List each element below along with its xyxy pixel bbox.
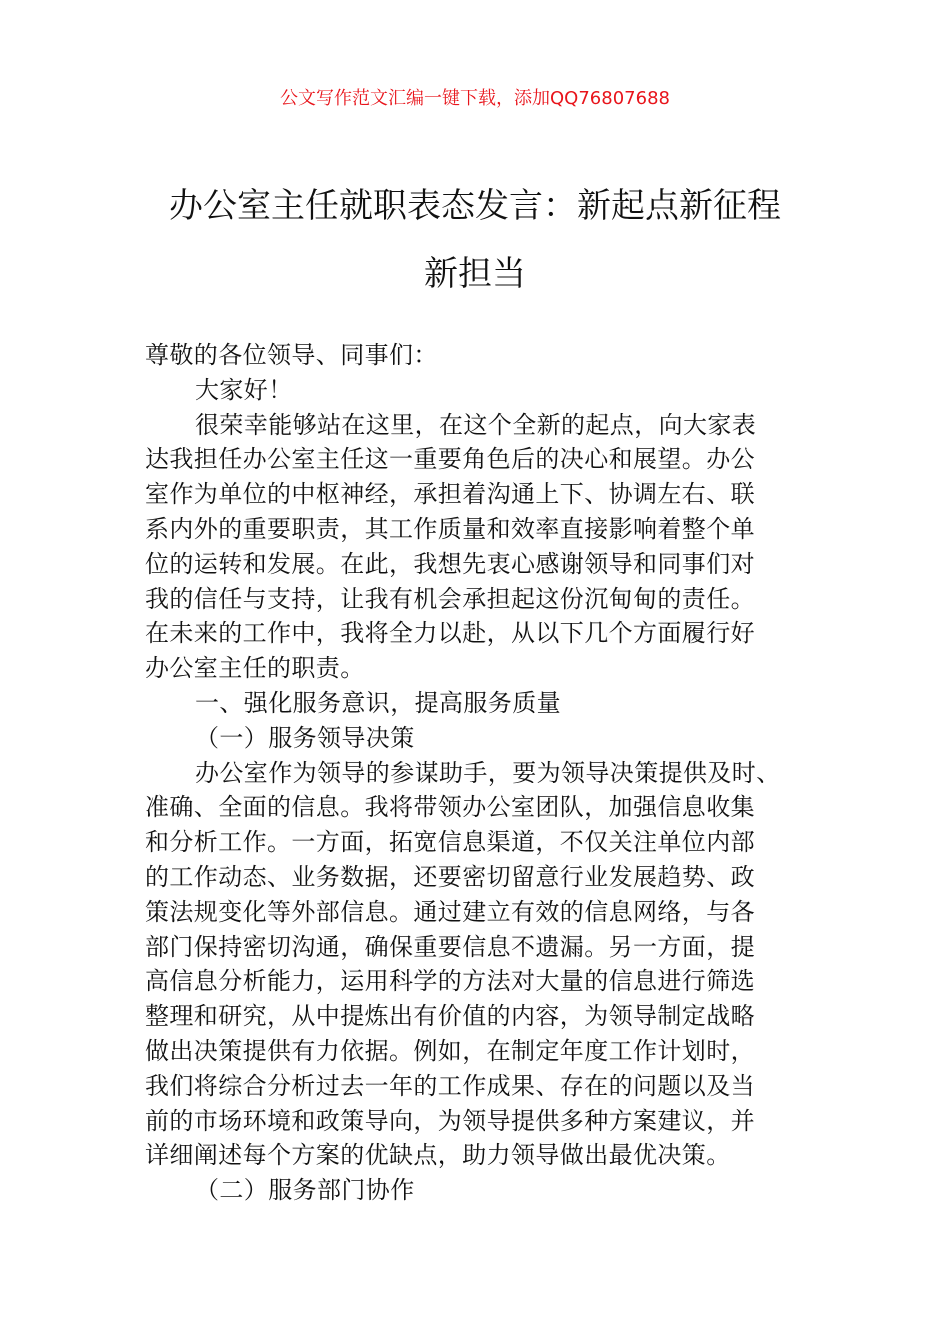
- text-line: 办公室作为领导的参谋助手，要为领导决策提供及时、: [195, 758, 781, 787]
- text-line: 部门保持密切沟通，确保重要信息不遗漏。另一方面，提: [145, 932, 755, 961]
- text-line: 策法规变化等外部信息。通过建立有效的信息网络，与各: [145, 897, 755, 926]
- text-line: 详细阐述每个方案的优缺点，助力领导做出最优决策。: [145, 1141, 731, 1170]
- text-line: 前的市场环境和政策导向，为领导提供多种方案建议，并: [145, 1106, 755, 1135]
- text-line: （一）服务领导决策: [195, 723, 415, 752]
- document-title-line-2: 新担当: [424, 254, 526, 294]
- text-line: 室作为单位的中枢神经，承担着沟通上下、协调左右、联: [145, 480, 755, 509]
- text-line: 准确、全面的信息。我将带领办公室团队，加强信息收集: [145, 793, 755, 822]
- text-line: 一、强化服务意识，提高服务质量: [195, 688, 561, 717]
- document-body: [145, 338, 825, 1208]
- text-line: 系内外的重要职责，其工作质量和效率直接影响着整个单: [145, 514, 755, 543]
- text-line: 办公室主任的职责。: [145, 654, 365, 683]
- text-line: （二）服务部门协作: [195, 1176, 415, 1205]
- text-line: 尊敬的各位领导、同事们：: [145, 341, 438, 369]
- text-line: 位的运转和发展。在此，我想先衷心感谢领导和同事们对: [145, 549, 755, 578]
- text-line: 的工作动态、业务数据，还要密切留意行业发展趋势、政: [145, 862, 755, 891]
- text-line: 在未来的工作中，我将全力以赴，从以下几个方面履行好: [145, 619, 755, 648]
- text-line: 大家好！: [195, 375, 293, 404]
- promo-banner: 公文写作范文汇编一键下载，添加QQ76807688: [280, 88, 670, 109]
- text-line: 整理和研究，从中提炼出有价值的内容，为领导制定战略: [145, 1002, 755, 1031]
- document-title-line-1: 办公室主任就职表态发言：新起点新征程: [169, 186, 781, 226]
- text-line: 我们将综合分析过去一年的工作成果、存在的问题以及当: [145, 1071, 755, 1100]
- text-line: 很荣幸能够站在这里，在这个全新的起点，向大家表: [195, 410, 757, 439]
- text-line: 和分析工作。一方面，拓宽信息渠道，不仅关注单位内部: [145, 828, 755, 857]
- text-line: 达我担任办公室主任这一重要角色后的决心和展望。办公: [145, 445, 755, 474]
- text-line: 高信息分析能力，运用科学的方法对大量的信息进行筛选: [145, 967, 755, 996]
- text-line: 我的信任与支持，让我有机会承担起这份沉甸甸的责任。: [145, 584, 755, 613]
- text-line: 做出决策提供有力依据。例如，在制定年度工作计划时，: [145, 1036, 755, 1065]
